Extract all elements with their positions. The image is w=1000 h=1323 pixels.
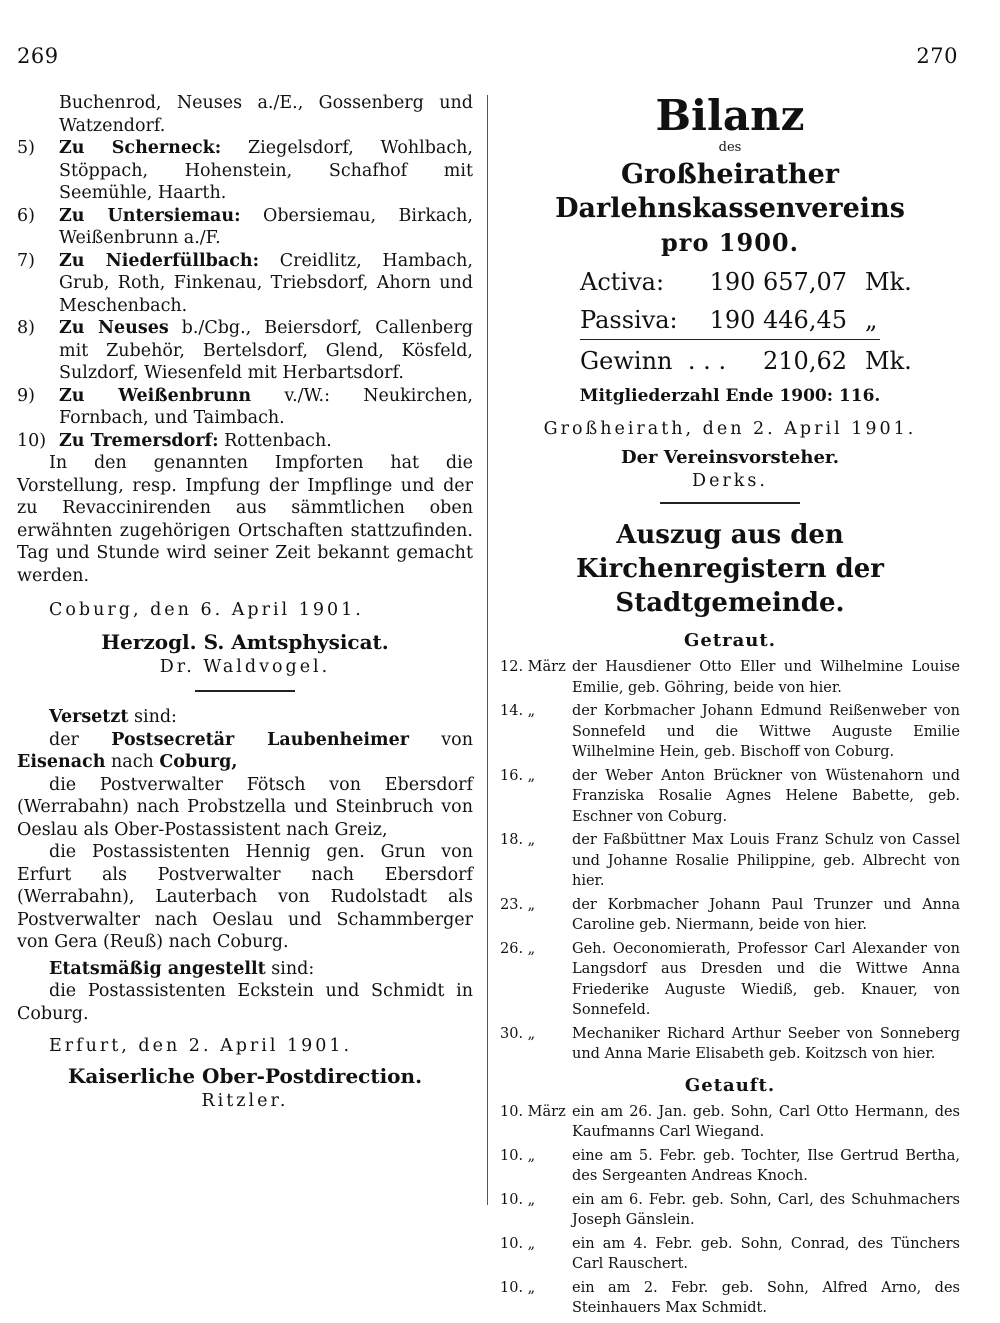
appointment-paragraph: die Postassistenten Eckstein und Schmidt in Coburg. <box>17 981 473 1024</box>
entry-date: 10. März <box>500 1103 566 1120</box>
district-number: 5) <box>17 138 35 158</box>
entry-date: 30. „ <box>500 1025 536 1042</box>
profit-row: Gewinn . . . 210,62 Mk. <box>580 347 912 375</box>
vaccination-district-list <box>17 137 473 452</box>
district-number: 9) <box>17 385 35 406</box>
passiva-row: Passiva: 190 446,45 „ <box>580 303 880 340</box>
entry-text: der Korbmacher Johann Edmund Reißenweber von Sonnefeld und die Wittwe Auguste Emilie Wilhelmine Hein, geb. Bischoff von Coburg. <box>572 703 960 760</box>
activa-row: Activa: 190 657,07 Mk. <box>580 268 912 296</box>
member-count: Mitgliederzahl Ende 1900: 116. <box>579 386 881 406</box>
transfer-paragraph-3: die Postassistenten Hennig gen. Grun von Erfurt als Postverwalter nach Ebersdorf (Werrabahn), Lauterbach von Rudolstadt als Postverwalter nach Oeslau und Schammberger von Gera (Reuß) nach Coburg. <box>17 842 473 952</box>
baptisms-list <box>500 1102 960 1319</box>
marriage-entry <box>500 766 960 828</box>
marriage-entry <box>500 701 960 763</box>
district-item <box>17 317 473 385</box>
entry-date: 10. „ <box>500 1279 536 1296</box>
separator-rule-right <box>660 502 800 504</box>
entry-date: 10. „ <box>500 1191 536 1208</box>
district-text: v./W.: Neukirchen, Fornbach, und Taimbach. <box>59 385 473 428</box>
balance-year: pro 1900. <box>661 228 799 257</box>
vaccination-notice: In den genannten Impforten hat die Vorstellung, resp. Impfung der Impflinge und der zu Revaccinirenden aus sämmtlichen oben erwähnten zugehörigen Ortschaften stattzufinden. Tag und Stunde wird seiner Zeit bekannt gemacht werden. <box>17 453 473 586</box>
entry-text: der Faßbüttner Max Louis Franz Schulz von Cassel und Johanne Rosalie Philippine, geb. Albrecht von hier. <box>572 832 960 889</box>
baptism-entry <box>500 1278 960 1319</box>
entry-date: 12. März <box>500 659 566 675</box>
entry-date: 14. „ <box>500 703 536 719</box>
transferred-heading: Versetzt sind: <box>49 707 177 727</box>
baptism-entry <box>500 1190 960 1231</box>
continued-text: Buchenrod, Neuses a./E., Gossenberg und Watzendorf. <box>59 93 473 136</box>
entry-text: ein am 26. Jan. geb. Sohn, Carl Otto Hermann, des Kaufmanns Carl Wiegand. <box>572 1103 960 1140</box>
entry-text: eine am 5. Febr. geb. Tochter, Ilse Gertrud Bertha, des Sergeanten Andreas Knoch. <box>572 1147 960 1184</box>
balance-title: Bilanz <box>655 91 805 140</box>
entry-date: 16. „ <box>500 767 536 784</box>
marriage-entry <box>500 657 960 698</box>
entry-text: ein am 6. Febr. geb. Sohn, Carl, des Schuhmachers Joseph Gänslein. <box>572 1191 960 1228</box>
transfer-paragraph-2: die Postverwalter Fötsch von Ebersdorf (Werrabahn) nach Probstzella und Steinbruch von Oeslau als Ober-Postassistent nach Greiz, <box>17 774 473 840</box>
baptism-entry <box>500 1102 960 1143</box>
baptism-entry <box>500 1234 960 1275</box>
marriage-entry <box>500 830 960 892</box>
baptisms-heading: Getauft. <box>684 1074 776 1096</box>
authority-name-2: Kaiserliche Ober-Postdirection. <box>67 1063 423 1088</box>
district-text: Ziegelsdorf, Wohlbach, Stöppach, Hohenstein, Schafhof mit Seemühle, Haarth. <box>59 138 473 203</box>
authority-name: Herzogl. S. Amtsphysicat. <box>101 629 389 654</box>
marriage-entry <box>500 1024 960 1065</box>
left-column <box>17 92 473 1112</box>
district-head: Zu Neuses <box>59 318 169 338</box>
district-item <box>17 137 473 205</box>
marriages-heading: Getraut. <box>684 630 776 651</box>
page-number-left: 269 <box>17 44 59 68</box>
marriage-entry <box>500 895 960 936</box>
extract-title-line-2: Stadtgemeinde. <box>615 588 845 618</box>
board-title: Der Vereinsvorsteher. <box>620 446 840 468</box>
entry-text: Geh. Oeconomierath, Professor Carl Alexander von Langsdorf aus Dresden und die Wittwe Anna Friederike Auguste Wiediß, geb. Knauer, von Sonnefeld. <box>572 940 960 1018</box>
entry-date: 10. „ <box>500 1147 536 1164</box>
entry-text: ein am 2. Febr. geb. Sohn, Alfred Arno, des Steinhauers Max Schmidt. <box>572 1279 960 1316</box>
entry-text: der Weber Anton Brückner von Wüstenahorn und Franziska Rosalie Agnes Helene Babette, geb. Eschner von Coburg. <box>572 767 960 825</box>
entry-date: 18. „ <box>500 832 536 848</box>
place-date-2: Erfurt, den 2. April 1901. <box>49 1036 353 1056</box>
entry-text: Mechaniker Richard Arthur Seeber von Sonneberg und Anna Marie Elisabeth geb. Koitzsch von hier. <box>572 1025 960 1062</box>
district-head: Zu Untersiemau: <box>59 205 241 226</box>
organization-name: Großheirather Darlehnskassenvereins <box>555 159 905 224</box>
column-divider <box>487 95 488 1205</box>
district-text: Obersiemau, Birkach, Weißenbrunn a./F. <box>59 205 473 248</box>
signer-name: Dr. Waldvogel. <box>159 656 331 677</box>
page-number-right: 270 <box>916 44 958 68</box>
district-text: Creidlitz, Hambach, Grub, Roth, Finkenau, Triebsdorf, Ahorn und Meschenbach. <box>59 250 473 316</box>
place-date: Coburg, den 6. April 1901. <box>49 600 364 620</box>
district-text: Rottenbach. <box>224 430 332 451</box>
district-head: Zu Tremersdorf: <box>59 430 219 451</box>
separator-rule <box>195 690 295 692</box>
entry-date: 23. „ <box>500 896 536 913</box>
signer-name-2: Ritzler. <box>201 1090 289 1111</box>
district-item <box>17 430 473 453</box>
entry-text: der Hausdiener Otto Eller und Wilhelmine Louise Emilie, geb. Göhring, beide von hier. <box>572 659 960 696</box>
balance-place-date: Großheirath, den 2. April 1901. <box>543 419 917 439</box>
marriages-list <box>500 657 960 1065</box>
district-number: 6) <box>17 205 35 226</box>
entry-text: der Korbmacher Johann Paul Trunzer und Anna Caroline geb. Niermann, beide von hier. <box>572 896 960 933</box>
district-item <box>17 205 473 250</box>
board-signer: Derks. <box>692 470 768 491</box>
district-item <box>17 250 473 318</box>
appointment-heading: Etatsmäßig angestellt sind: <box>49 958 315 979</box>
right-column <box>500 92 960 1322</box>
extract-title-line-1: Auszug aus den Kirchenregistern der <box>576 520 884 584</box>
district-head: Zu Scherneck: <box>59 138 222 158</box>
district-head: Zu Weißenbrunn <box>59 385 252 406</box>
baptism-entry <box>500 1146 960 1187</box>
district-text: b./Cbg., Beiersdorf, Callenberg mit Zubehör, Bertelsdorf, Glend, Kösfeld, Sulzdorf, Wiesenfeld mit Herbartsdorf. <box>59 318 473 383</box>
district-item <box>17 385 473 430</box>
district-head: Zu Niederfüllbach: <box>59 250 260 271</box>
marriage-entry <box>500 939 960 1021</box>
transfer-paragraph-1: der Postsecretär Laubenheimer von Eisenach nach Coburg, <box>17 729 473 772</box>
entry-date: 26. „ <box>500 940 536 957</box>
district-number: 7) <box>17 250 35 271</box>
entry-date: 10. „ <box>500 1235 536 1252</box>
district-number: 8) <box>17 318 35 338</box>
district-number: 10) <box>17 430 47 451</box>
entry-text: ein am 4. Febr. geb. Sohn, Conrad, des Tünchers Carl Rauschert. <box>572 1235 960 1272</box>
des-word: des <box>718 140 742 155</box>
